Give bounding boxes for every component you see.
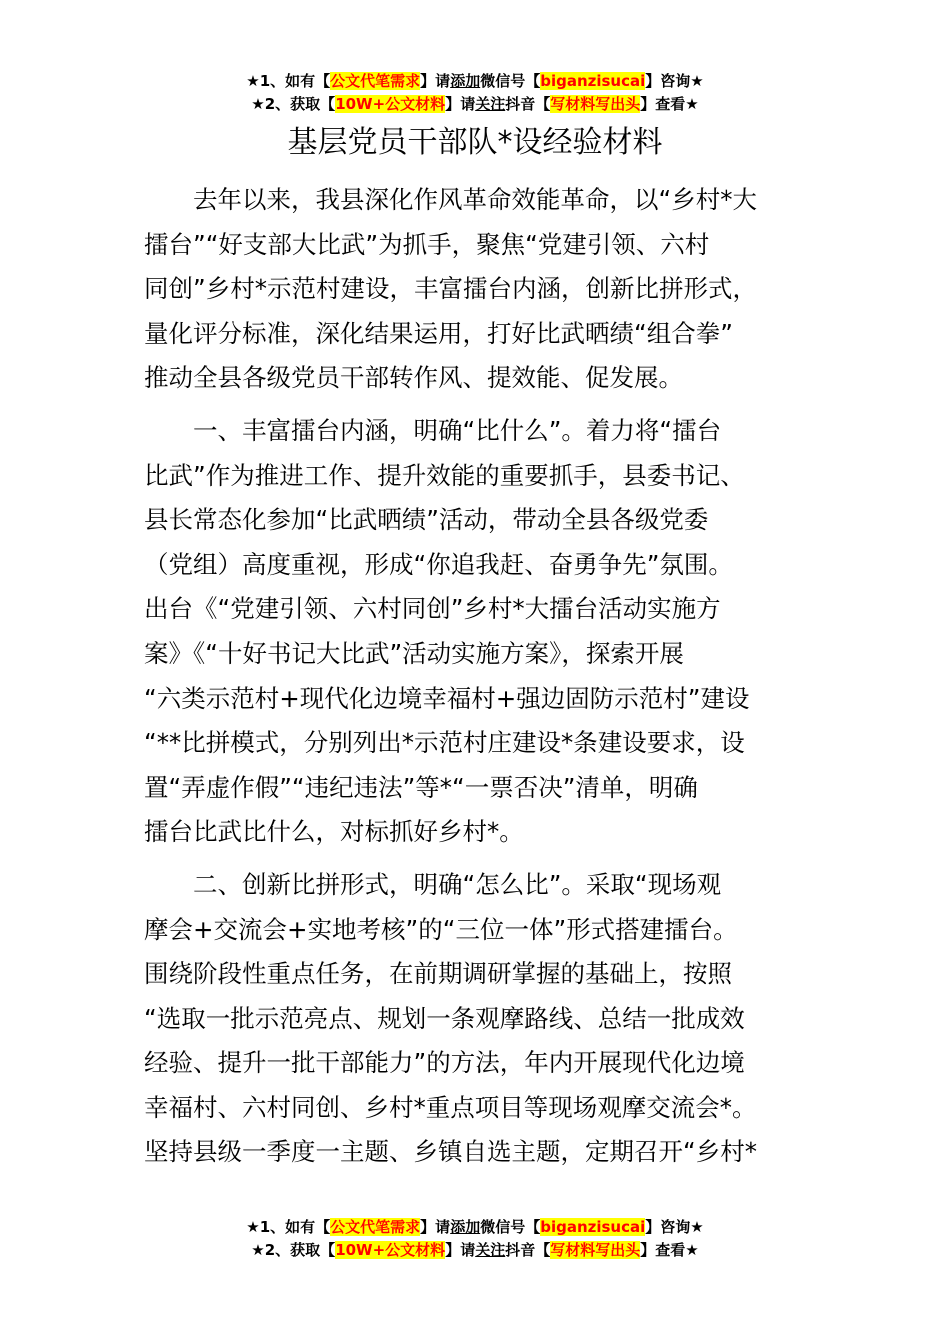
text-line: 擂台比武比什么，对标抓好乡村*。 bbox=[144, 817, 524, 847]
text-line: 县长常态化参加“比武晒绩”活动，带动全县各级党委 bbox=[144, 505, 709, 535]
text-line: 围绕阶段性重点任务，在前期调研掌握的基础上，按照 bbox=[144, 959, 732, 989]
banner-line-1 bbox=[0, 1216, 950, 1239]
banner-line-1 bbox=[0, 70, 950, 93]
banner-text: 】查看★ bbox=[640, 1241, 699, 1259]
banner-highlight: 写材料写出头 bbox=[550, 1241, 641, 1259]
banner-text: 微信号【 bbox=[480, 1218, 541, 1236]
text-line: 量化评分标准，深化结果运用，打好比武晒绩“组合拳” bbox=[144, 318, 733, 348]
text-line: 一、丰富擂台内涵，明确“比什么”。着力将“擂台 bbox=[193, 415, 722, 445]
banner-highlight: biganzisucai bbox=[540, 1218, 646, 1236]
banner-underline: 添加 bbox=[450, 1218, 481, 1236]
paragraph-section-1 bbox=[144, 409, 806, 855]
text-line: 经验、提升一批干部能力”的方法，年内开展现代化边境 bbox=[144, 1048, 745, 1078]
text-line: 同创”乡村*示范村建设，丰富擂台内涵，创新比拼形式， bbox=[144, 274, 757, 304]
text-line: 二、创新比拼形式，明确“怎么比”。采取“现场观 bbox=[193, 869, 722, 899]
banner-line-2 bbox=[0, 93, 950, 116]
banner-text: 】请 bbox=[445, 95, 476, 113]
text-line: “六类示范村+现代化边境幸福村+强边固防示范村”建设 bbox=[144, 683, 750, 713]
footer-banner bbox=[0, 1216, 950, 1262]
banner-highlight: 10W+公文材料 bbox=[335, 95, 446, 113]
banner-underline: 关注 bbox=[475, 95, 506, 113]
banner-text: 微信号【 bbox=[480, 72, 541, 90]
text-line: 推动全县各级党员干部转作风、提效能、促发展。 bbox=[144, 363, 683, 393]
text-line: “**比拼模式，分别列出*示范村庄建设*条建设要求，设 bbox=[144, 728, 745, 758]
banner-text: 抖音【 bbox=[505, 95, 551, 113]
banner-underline: 关注 bbox=[475, 1241, 506, 1259]
paragraph-intro bbox=[144, 178, 806, 401]
text-line: 案》《“十好书记大比武”活动实施方案》，探索开展 bbox=[144, 638, 684, 668]
text-line: 出台《“党建引领、六村同创”乡村*大擂台活动实施方 bbox=[144, 594, 721, 624]
text-line: 去年以来，我县深化作风革命效能革命，以“乡村*大 bbox=[193, 185, 757, 214]
text-line: 坚持县级一季度一主题、乡镇自选主题，定期召开“乡村* bbox=[144, 1137, 757, 1167]
text-line: （党组）高度重视，形成“你追我赶、奋勇争先”氛围。 bbox=[144, 549, 733, 579]
banner-text: 】请 bbox=[420, 72, 451, 90]
banner-text: 】查看★ bbox=[640, 95, 699, 113]
banner-line-2 bbox=[0, 1239, 950, 1262]
banner-text: ★1、如有【 bbox=[246, 72, 331, 90]
document-body bbox=[144, 178, 806, 1183]
banner-underline: 添加 bbox=[450, 72, 481, 90]
banner-text: 】咨询★ bbox=[645, 72, 704, 90]
text-line: 摩会+交流会+实地考核”的“三位一体”形式搭建擂台。 bbox=[144, 914, 738, 944]
paragraph-section-2 bbox=[144, 863, 806, 1175]
banner-highlight: 公文代笔需求 bbox=[330, 72, 421, 90]
banner-text: ★2、获取【 bbox=[251, 1241, 336, 1259]
text-line: 擂台”“好支部大比武”为抓手，聚焦“党建引领、六村 bbox=[144, 229, 710, 259]
banner-text: ★1、如有【 bbox=[246, 1218, 331, 1236]
banner-highlight: 写材料写出头 bbox=[550, 95, 641, 113]
text-line: 幸福村、六村同创、乡村*重点项目等现场观摩交流会*。 bbox=[144, 1092, 757, 1122]
text-line: 比武”作为推进工作、提升效能的重要抓手，县委书记、 bbox=[144, 460, 745, 490]
banner-text: 】咨询★ bbox=[645, 1218, 704, 1236]
banner-highlight: 公文代笔需求 bbox=[330, 1218, 421, 1236]
text-line: 置“弄虚作假”“违纪违法”等*“一票否决”清单，明确 bbox=[144, 772, 698, 802]
banner-text: 抖音【 bbox=[505, 1241, 551, 1259]
banner-text: ★2、获取【 bbox=[251, 95, 336, 113]
document-title: 基层党员干部队*设经验材料 bbox=[287, 125, 663, 160]
banner-text: 】请 bbox=[445, 1241, 476, 1259]
banner-highlight: 10W+公文材料 bbox=[335, 1241, 446, 1259]
banner-text: 】请 bbox=[420, 1218, 451, 1236]
text-line: “选取一批示范亮点、规划一条观摩路线、总结一批成效 bbox=[144, 1003, 745, 1033]
banner-highlight: biganzisucai bbox=[540, 72, 646, 90]
header-banner bbox=[0, 70, 950, 116]
